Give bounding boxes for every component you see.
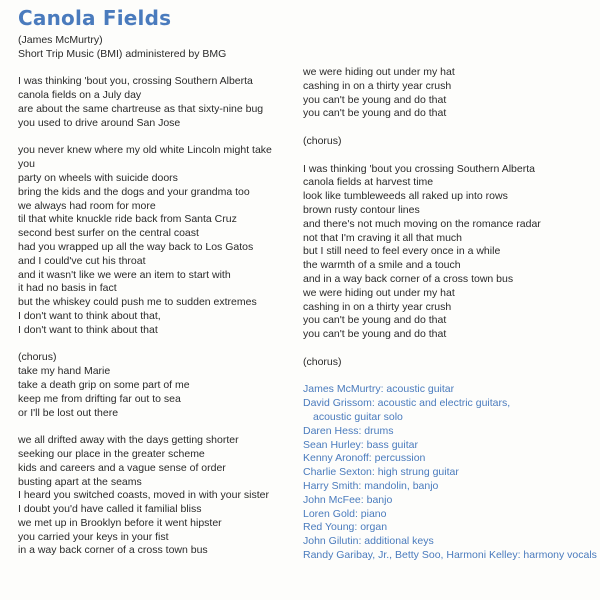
credit-line: John Gilutin: additional keys xyxy=(303,535,434,548)
lyric-line: I was thinking 'bout you crossing Southern Alberta xyxy=(303,162,535,175)
credit-line: James McMurtry: acoustic guitar xyxy=(303,383,455,396)
lyric-line: take my hand Marie xyxy=(18,365,111,378)
lyric-line: we always had room for more xyxy=(18,199,156,212)
lyric-line: you can't be young and do that xyxy=(303,328,447,341)
lyric-line: but the whiskey could push me to sudden extremes xyxy=(18,296,257,309)
credit-line: Red Young: organ xyxy=(303,521,388,534)
credit-line: Loren Gold: piano xyxy=(303,507,387,520)
lyric-line: cashing in on a thirty year crush xyxy=(303,300,452,313)
lyric-line: you can't be young and do that xyxy=(303,107,447,120)
lyric-line: second best surfer on the central coast xyxy=(18,227,199,240)
lyric-line: we were hiding out under my hat xyxy=(303,286,455,299)
lyric-line: and there's not much moving on the romance radar xyxy=(303,217,541,230)
lyric-line: cashing in on a thirty year crush xyxy=(303,79,452,92)
lyric-line: I was thinking 'bout you, crossing Southern Alberta xyxy=(18,75,253,88)
lyric-line: but I still need to feel every once in a while xyxy=(303,245,501,258)
right-lyrics xyxy=(303,66,595,370)
lyric-line: we were hiding out under my hat xyxy=(303,66,455,78)
lyric-line: in a way back corner of a cross town bus xyxy=(18,544,208,557)
lyric-line: and in a way back corner of a cross town bus xyxy=(303,272,514,285)
credit-line: David Grissom: acoustic and electric guitars, xyxy=(303,397,511,410)
lyric-line: til that white knuckle ride back from Santa Cruz xyxy=(18,213,237,226)
lyric-line: (chorus) xyxy=(303,134,342,147)
stanza xyxy=(303,163,595,342)
credit-line: acoustic guitar solo xyxy=(313,410,403,423)
credit-line: Charlie Sexton: high strung guitar xyxy=(303,466,459,479)
lyric-line: seeking our place in the greater scheme xyxy=(18,447,205,460)
lyric-line: and it wasn't like we were an item to start with xyxy=(18,268,231,281)
left-lyrics xyxy=(18,75,300,558)
stanza xyxy=(18,75,300,130)
lyric-line: you can't be young and do that xyxy=(303,93,447,106)
lyric-line: I heard you switched coasts, moved in with your sister xyxy=(18,489,269,502)
lyric-line: brown rusty contour lines xyxy=(303,203,420,216)
lyric-line: canola fields at harvest time xyxy=(303,176,434,189)
lyric-line: you xyxy=(18,158,35,171)
publisher-credit: Short Trip Music (BMI) administered by BMG xyxy=(18,47,227,60)
stanza xyxy=(303,356,595,370)
lyric-line: party on wheels with suicide doors xyxy=(18,171,178,184)
lyric-line: you never knew where my old white Lincoln might take xyxy=(18,144,272,157)
credit-line: John McFee: banjo xyxy=(303,493,393,506)
lyric-line: not that I'm craving it all that much xyxy=(303,231,462,244)
lyric-line: or I'll be lost out there xyxy=(18,406,119,419)
musician-credits xyxy=(303,383,595,562)
lyric-line: you carried your keys in your fist xyxy=(18,530,169,543)
stanza xyxy=(303,135,595,149)
lyric-line: are about the same chartreuse as that sixty-nine bug xyxy=(18,102,264,115)
lyric-line: bring the kids and the dogs and your grandma too xyxy=(18,185,250,198)
lyric-line: take a death grip on some part of me xyxy=(18,378,190,391)
lyric-line: busting apart at the seams xyxy=(18,475,142,488)
lyric-line: we all drifted away with the days getting shorter xyxy=(18,434,239,447)
stanza xyxy=(18,351,300,420)
lyric-line: you used to drive around San Jose xyxy=(18,116,181,129)
credit-line: Daren Hess: drums xyxy=(303,424,394,437)
lyric-line: I don't want to think about that xyxy=(18,323,158,336)
lyric-line: we met up in Brooklyn before it went hipster xyxy=(18,516,222,529)
lyric-line: the warmth of a smile and a touch xyxy=(303,259,461,272)
left-column xyxy=(18,34,300,558)
lyric-line: canola fields on a July day xyxy=(18,89,142,102)
lyric-line: I don't want to think about that, xyxy=(18,309,161,322)
lyric-line: and I could've cut his throat xyxy=(18,254,146,267)
stanza xyxy=(18,144,300,337)
lyric-line: had you wrapped up all the way back to Los Gatos xyxy=(18,240,254,253)
lyric-line: (chorus) xyxy=(303,355,342,368)
song-title: Canola Fields xyxy=(18,6,172,30)
lyric-line: (chorus) xyxy=(18,351,57,364)
credit-line: Randy Garibay, Jr., Betty Soo, Harmoni Kelley: harmony vocals xyxy=(303,548,597,561)
stanza xyxy=(18,434,300,558)
writer-credit: (James McMurtry) xyxy=(18,34,103,46)
lyric-line: kids and careers and a vague sense of order xyxy=(18,461,226,474)
credit-line: Sean Hurley: bass guitar xyxy=(303,438,418,451)
lyric-line: look like tumbleweeds all raked up into rows xyxy=(303,190,508,203)
lyric-line: I doubt you'd have called it familial bliss xyxy=(18,503,202,516)
credit-line: Harry Smith: mandolin, banjo xyxy=(303,479,439,492)
right-column xyxy=(303,66,595,563)
credit-line: Kenny Aronoff: percussion xyxy=(303,452,426,465)
lyric-line: you can't be young and do that xyxy=(303,314,447,327)
lyric-line: keep me from drifting far out to sea xyxy=(18,392,181,405)
lyric-line: it had no basis in fact xyxy=(18,282,117,295)
stanza xyxy=(303,66,595,121)
